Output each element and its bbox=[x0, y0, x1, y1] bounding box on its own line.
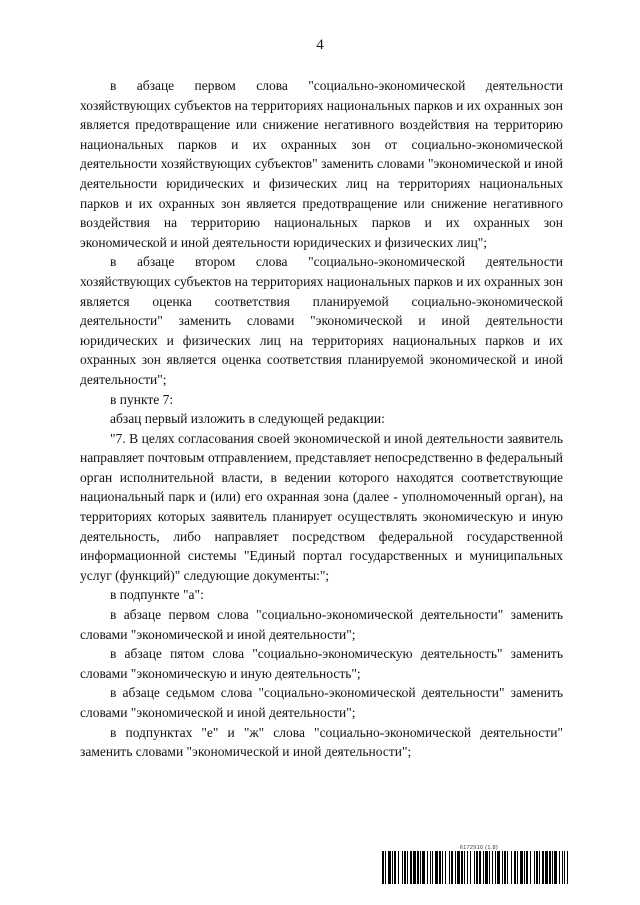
barcode-bar bbox=[432, 851, 433, 884]
barcode-bar bbox=[489, 851, 490, 884]
barcode-bar bbox=[430, 851, 431, 884]
paragraph: в абзаце втором слова "социально-экономической деятельности хозяйствующих субъектов на территориях национальных парков и их охранных зон является оценка соответствия планируемой социально-экономической деятельности" заменить словами "экономической и иной деятельности юридических и физических лиц на территориях национальных парков и их охранных зон является оценка соответствия планируемой экономической и иной деятельности"; bbox=[80, 254, 563, 387]
barcode-bar bbox=[483, 851, 484, 884]
barcode-bar bbox=[564, 851, 565, 884]
barcode-bar bbox=[536, 851, 538, 884]
barcode-bar bbox=[417, 851, 419, 884]
barcode-bar bbox=[402, 851, 403, 884]
barcode-bar bbox=[435, 851, 438, 884]
barcode-label: 6172910 (1.8) bbox=[459, 845, 498, 851]
barcode-bar bbox=[467, 851, 468, 884]
barcode-bar bbox=[495, 851, 496, 884]
barcode-bar bbox=[455, 851, 456, 884]
paragraph: в подпункте "а": bbox=[110, 587, 204, 603]
paragraph: в абзаце первом слова "социально-экономической деятельности хозяйствующих субъектов на территориях национальных парков и их охранных зон является предотвращение или снижение негативного воздействия на территорию национальных парков и их охранных зон от социально-экономической деятельности хозяйствующих субъектов" заменить словами "экономической и иной деятельности юридических и физических лиц на территориях национальных парков и их охранных зон является предотвращение или снижение негативного воздействия на территорию национальных парков и их охранных зон экономической и иной деятельности юридических и физических лиц"; bbox=[80, 78, 563, 250]
barcode-bar bbox=[492, 851, 493, 884]
barcode-bar bbox=[504, 851, 506, 884]
document-body bbox=[80, 76, 563, 762]
paragraph: абзац первый изложить в следующей редакции: bbox=[110, 411, 385, 427]
barcode-bar bbox=[559, 851, 560, 884]
barcode-bar bbox=[442, 851, 443, 884]
paragraph: в абзаце пятом слова "социально-экономическую деятельность" заменить словами "экономическую и иную деятельность"; bbox=[80, 646, 563, 681]
barcode-bar bbox=[567, 851, 568, 884]
barcode-bar bbox=[410, 851, 412, 884]
barcode-bar bbox=[476, 851, 478, 884]
barcode-bar bbox=[497, 851, 500, 884]
barcode-bar bbox=[520, 851, 523, 884]
barcode-bar bbox=[445, 851, 446, 884]
barcode-bar bbox=[526, 851, 528, 884]
barcode-bar bbox=[388, 851, 391, 884]
paragraph: "7. В целях согласования своей экономической и иной деятельности заявитель направляет почтовым отправлением, представляет непосредственно в федеральный орган исполнительной власти, в ведении которого находятся соответствующие национальный парк и (или) его охранная зона (далее - уполномоченный орган), на территориях которых заявитель планирует осуществлять экономическую и иную деятельность, либо направляет посредством федеральной государственной информационной системы "Единый портал государственных и муниципальных услуг (функций)" следующие документы:"; bbox=[80, 430, 563, 583]
paragraph: в абзаце седьмом слова "социально-экономической деятельности" заменить словами "экономической и иной деятельности"; bbox=[80, 685, 563, 720]
paragraph: в пункте 7: bbox=[110, 391, 174, 407]
barcode-bar bbox=[407, 851, 408, 884]
barcode-bar bbox=[422, 851, 425, 884]
barcode-bar bbox=[464, 851, 465, 884]
barcode-bar bbox=[385, 851, 386, 884]
page-number: 4 bbox=[316, 37, 324, 53]
barcode-bar bbox=[439, 851, 441, 884]
barcode-bar bbox=[451, 851, 453, 884]
barcode-bar bbox=[479, 851, 481, 884]
barcode-bar bbox=[502, 851, 503, 884]
barcode-bar bbox=[382, 851, 384, 884]
paragraph: в абзаце первом слова "социально-экономической деятельности" заменить словами "экономической и иной деятельности"; bbox=[80, 607, 563, 642]
barcode-bar bbox=[398, 851, 399, 884]
barcode-bar bbox=[470, 851, 471, 884]
barcode-bar bbox=[404, 851, 406, 884]
barcode-bar bbox=[413, 851, 416, 884]
barcode-bar bbox=[427, 851, 428, 884]
barcode-image bbox=[382, 851, 568, 884]
barcode-bar bbox=[542, 851, 544, 884]
barcode-bar bbox=[392, 851, 393, 884]
barcode-bar bbox=[552, 851, 553, 884]
barcode-bar bbox=[420, 851, 421, 884]
barcode-bar bbox=[394, 851, 396, 884]
barcode-bar bbox=[511, 851, 512, 884]
barcode-bar bbox=[517, 851, 518, 884]
barcode-bar bbox=[545, 851, 548, 884]
paragraph: в подпунктах "е" и "ж" слова "социально-экономической деятельности" заменить словами "экономической и иной деятельности"; bbox=[80, 724, 563, 760]
barcode-bar bbox=[514, 851, 516, 884]
barcode-bar bbox=[474, 851, 475, 884]
barcode-bar bbox=[539, 851, 540, 884]
barcode-bar bbox=[461, 851, 463, 884]
barcode-bar bbox=[549, 851, 551, 884]
barcode-bar bbox=[534, 851, 535, 884]
barcode-bar bbox=[524, 851, 525, 884]
barcode-bar bbox=[562, 851, 563, 884]
barcode-bar bbox=[530, 851, 531, 884]
barcode-bar bbox=[449, 851, 450, 884]
document-barcode bbox=[382, 845, 568, 884]
barcode-bar bbox=[457, 851, 460, 884]
barcode-bar bbox=[554, 851, 557, 884]
barcode-bar bbox=[485, 851, 488, 884]
barcode-bar bbox=[507, 851, 508, 884]
